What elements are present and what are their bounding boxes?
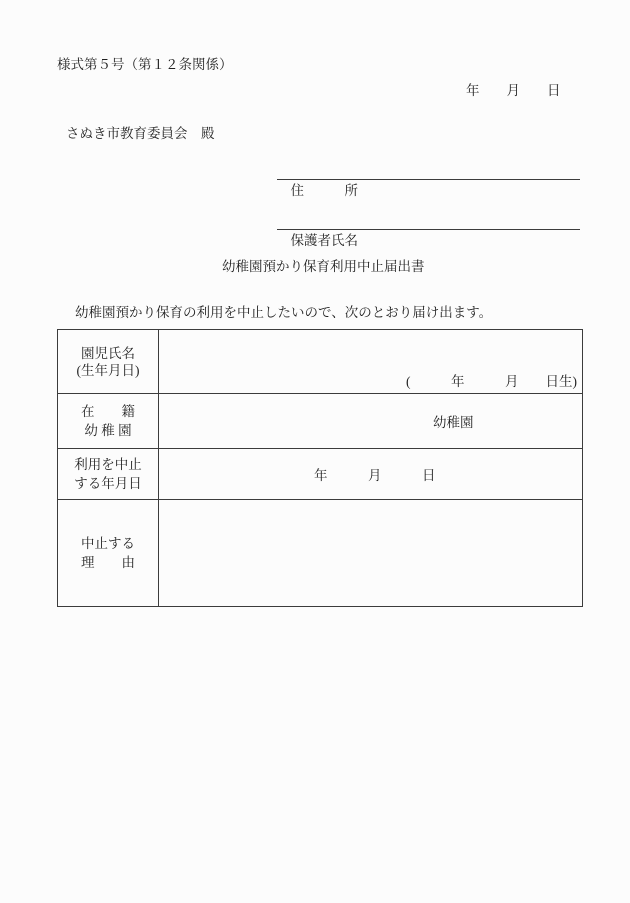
guardian-name-label: 保護者氏名 — [290, 233, 358, 248]
cancellation-reason-label — [58, 500, 159, 606]
address-label: 住 所 — [290, 183, 358, 198]
enrolled-kindergarten-label-line1: 在 籍 — [81, 404, 135, 419]
addressee-line: さぬき市教育委員会 殿 — [66, 126, 215, 141]
enrolled-kindergarten-label-line2: 幼 稚 園 — [84, 423, 132, 438]
cancellation-reason-cell — [159, 500, 582, 606]
cancellation-date-label — [58, 449, 159, 499]
body-sentence: 幼稚園預かり保育の利用を中止したいので、次のとおり届け出ます。 — [75, 305, 493, 320]
guardian-name-field — [277, 213, 580, 248]
table-row-child-name — [58, 330, 582, 394]
child-name-label — [58, 330, 159, 393]
table-row-cancellation-date — [58, 449, 582, 500]
child-name-label-line1: 園児氏名 — [81, 345, 135, 361]
submission-date-line: 年 月 日 — [466, 83, 561, 98]
enrolled-kindergarten-cell — [159, 394, 582, 448]
child-name-cell — [159, 330, 582, 393]
cancellation-date-label-line2: する年月日 — [74, 476, 142, 491]
cancellation-date-label-line1: 利用を中止 — [74, 457, 142, 472]
kindergarten-suffix: 幼稚園 — [433, 415, 474, 430]
child-name-label-line2: (生年月日) — [76, 362, 140, 378]
document-title: 幼稚園預かり保育利用中止届出書 — [222, 259, 425, 274]
cancellation-date-cell — [159, 449, 582, 499]
address-field — [277, 163, 580, 198]
table-row-cancellation-reason — [58, 500, 582, 606]
birthdate-template: ( 年 月 日生) — [406, 374, 577, 389]
enrolled-kindergarten-label — [58, 394, 159, 448]
date-template: 年 月 日 — [314, 468, 436, 483]
cancellation-reason-label-line2: 理 由 — [81, 555, 135, 570]
form-number: 様式第５号（第１２条関係） — [57, 57, 233, 72]
table-row-enrolled-kindergarten — [58, 394, 582, 449]
cancellation-reason-label-line1: 中止する — [81, 536, 135, 551]
application-table — [57, 329, 583, 607]
